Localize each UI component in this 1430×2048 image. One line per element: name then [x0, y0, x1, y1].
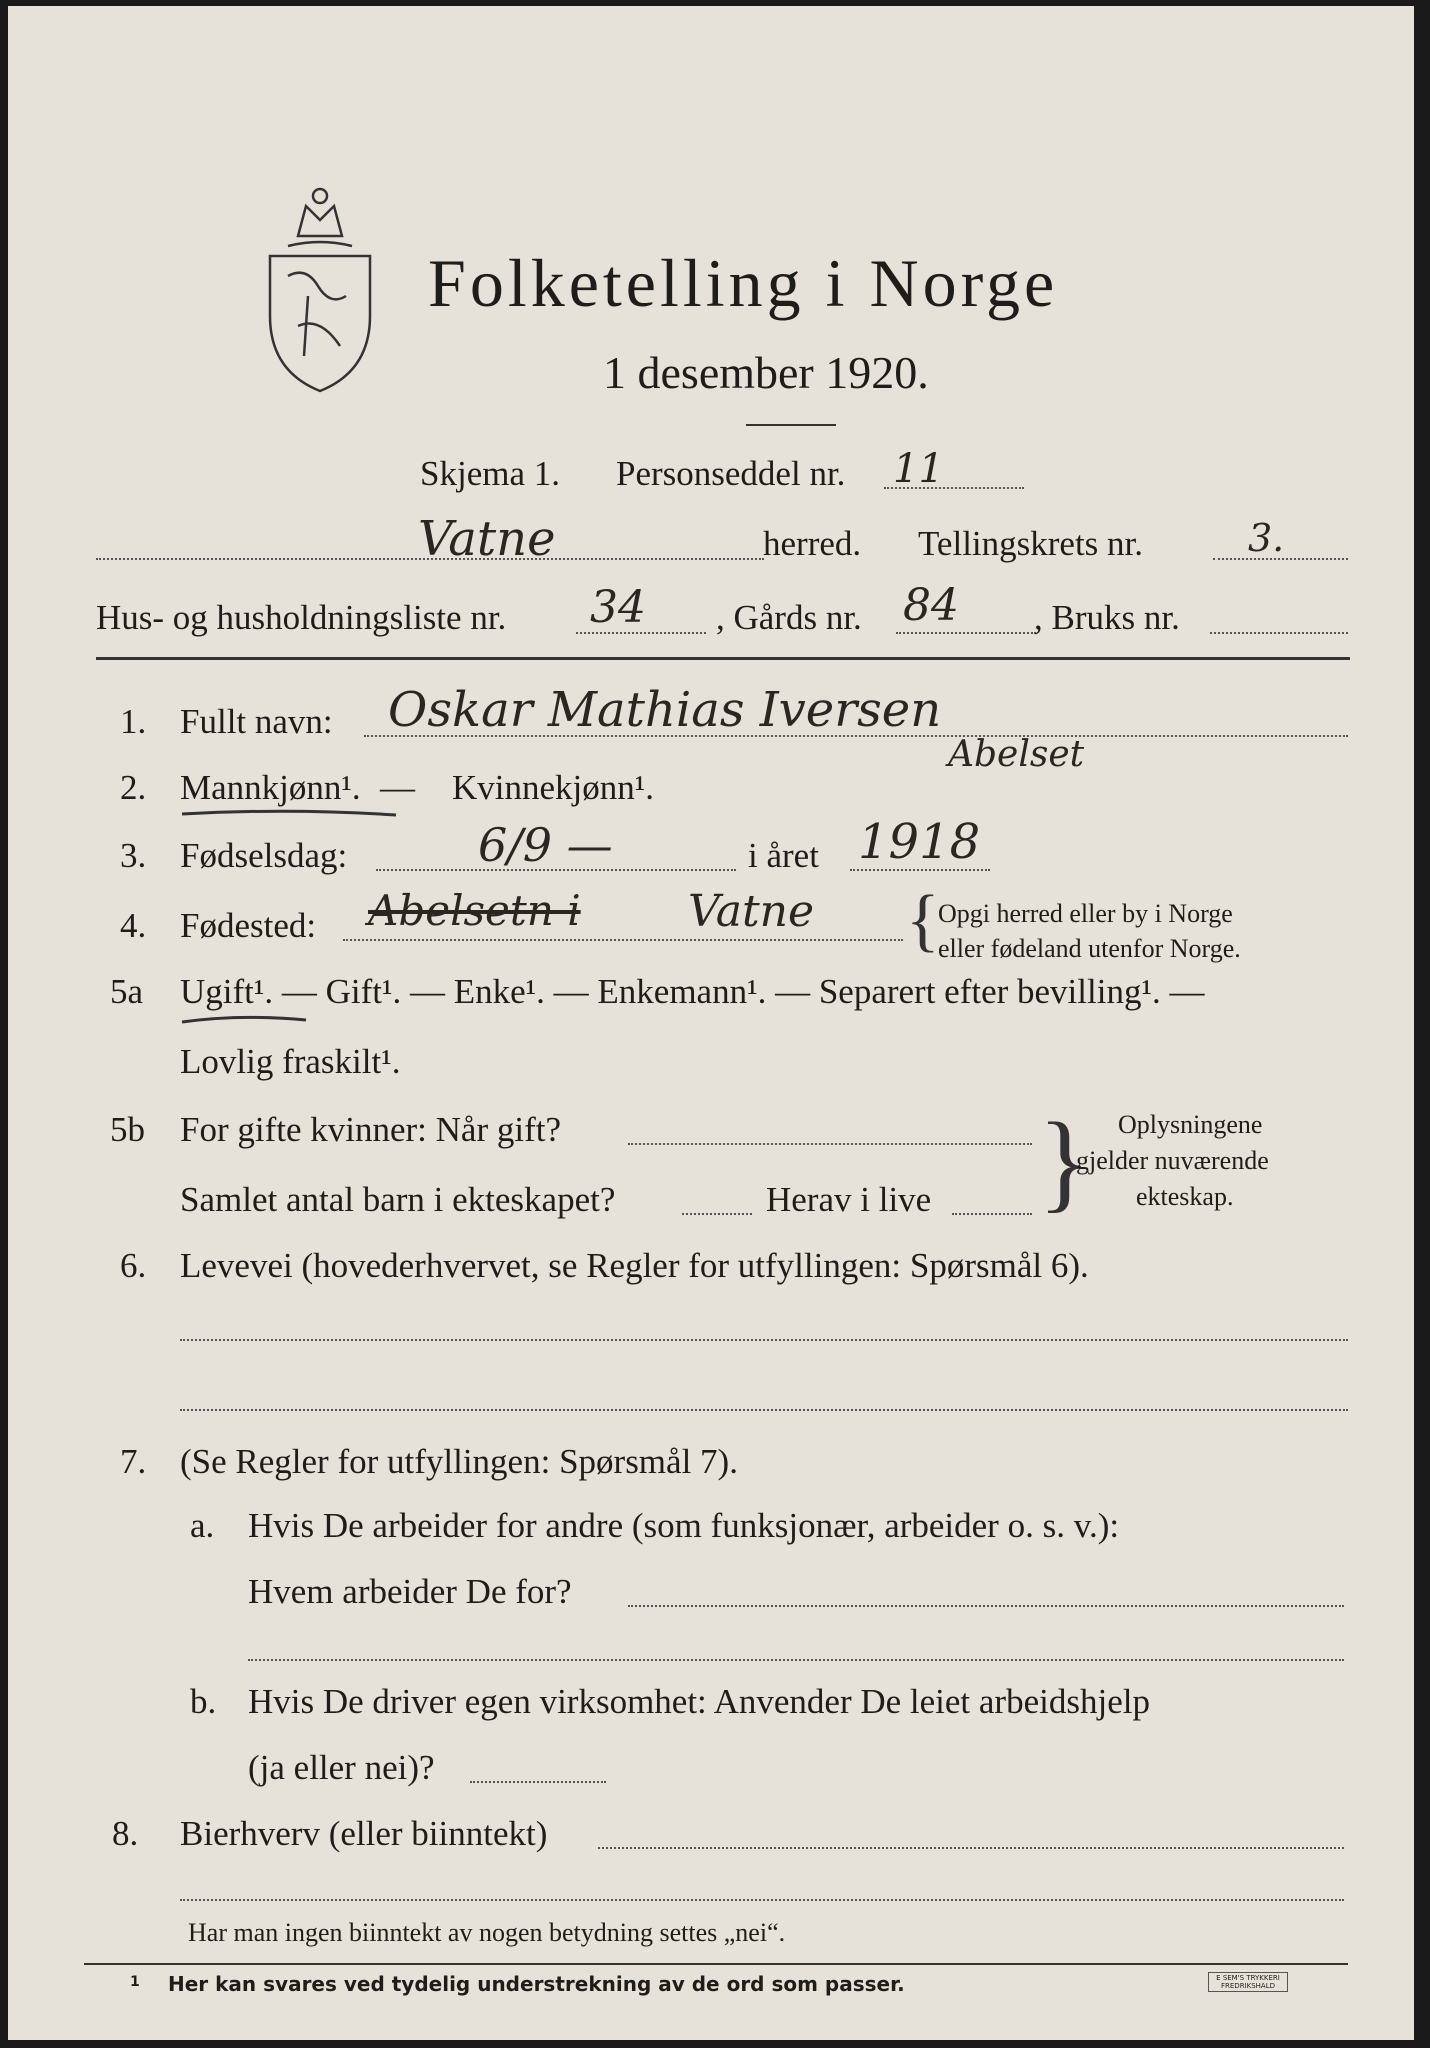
q6-label: Levevei (hovederhvervet, se Regler for utfyllingen: Spørsmål 6). — [180, 1246, 1089, 1285]
personseddel-label: Personseddel nr. — [616, 454, 846, 493]
gender-female-option[interactable]: Kvinnekjønn¹. — [452, 768, 655, 807]
personseddel-value: 11 — [893, 446, 944, 492]
gards-field[interactable] — [896, 632, 1036, 634]
q4-brace-icon: { — [906, 882, 940, 959]
title-divider — [746, 424, 836, 426]
schema-label: Skjema 1. — [420, 454, 560, 493]
q7a-line-2: Hvem arbeider De for? — [248, 1572, 572, 1611]
q7b-line-1: Hvis De driver egen virksomhet: Anvender De leiet arbeidshjelp — [248, 1682, 1150, 1721]
hus-label: Hus- og husholdningsliste nr. — [96, 598, 507, 637]
q5b-number: 5b — [110, 1110, 145, 1149]
occupation-field-2[interactable] — [180, 1409, 1348, 1411]
children-count-field[interactable] — [682, 1213, 752, 1215]
tellingskrets-value: 3. — [1248, 516, 1285, 560]
q3-label: Fødselsdag: — [180, 836, 348, 875]
q2-number: 2. — [120, 768, 147, 807]
q7a-line-1: Hvis De arbeider for andre (som funksjonær, arbeider o. s. v.): — [248, 1506, 1120, 1545]
q4-note-2: eller fødeland utenfor Norge. — [938, 934, 1241, 963]
employer-field[interactable] — [628, 1605, 1344, 1607]
q5b-alive-label: Herav i live — [766, 1180, 932, 1219]
census-form — [8, 6, 1414, 2040]
birthplace-value: Vatne — [688, 886, 815, 937]
printer-stamp — [1208, 1972, 1288, 1992]
q8-label: Bierhverv (eller biinntekt) — [180, 1814, 548, 1853]
printer-stamp-line-1: E SEM'S TRYKKERI — [1216, 1974, 1280, 1982]
q8-number: 8. — [112, 1814, 139, 1853]
gards-value: 84 — [903, 580, 959, 631]
q5b-children-label: Samlet antal barn i ekteskapet? — [180, 1180, 616, 1219]
occupation-field-1[interactable] — [180, 1339, 1348, 1341]
herred-value: Vatne — [418, 511, 556, 567]
birthplace-struck-value: Abelsetn i — [368, 886, 581, 935]
form-title: Folketelling i Norge — [428, 245, 1059, 321]
q7b-line-2: (ja eller nei)? — [248, 1748, 435, 1787]
q5a-number: 5a — [110, 972, 144, 1011]
tellingskrets-label: Tellingskrets nr. — [918, 524, 1144, 563]
bruks-field[interactable] — [1210, 632, 1348, 634]
footer-rule — [84, 1963, 1348, 1965]
side-income-field-2[interactable] — [180, 1899, 1344, 1901]
gards-label: , Gårds nr. — [716, 598, 862, 637]
employer-field-2[interactable] — [248, 1659, 1344, 1661]
q5b-note-1: Oplysningene — [1118, 1110, 1263, 1139]
footer-note: Har man ingen biinntekt av nogen betydning settes „nei“. — [188, 1918, 786, 1947]
footnote-text: Her kan svares ved tydelig understrekning av de ord som passer. — [168, 1972, 905, 1996]
marital-status-options-2[interactable]: Lovlig fraskilt¹. — [180, 1042, 401, 1081]
gender-male-underline — [180, 806, 400, 820]
side-income-field[interactable] — [598, 1847, 1344, 1849]
hired-help-field[interactable] — [470, 1781, 606, 1783]
q4-note-1: Opgi herred eller by i Norge — [938, 899, 1233, 928]
q5b-note-2: gjelder nuværende — [1076, 1146, 1269, 1175]
q7b-letter: b. — [190, 1682, 217, 1721]
q5b-note-3: ekteskap. — [1136, 1182, 1234, 1211]
printer-stamp-line-2: FREDRIKSHALD — [1220, 1982, 1275, 1990]
herred-label: herred. — [763, 524, 862, 563]
marital-status-options[interactable]: Ugift¹. — Gift¹. — Enke¹. — Enkemann¹. — Separert efter bevilling¹. — — [180, 972, 1205, 1011]
q7-label: (Se Regler for utfyllingen: Spørsmål 7). — [180, 1442, 738, 1481]
birth-year-value: 1918 — [858, 814, 981, 870]
birthday-value: 6/9 — — [478, 818, 613, 872]
q7-number: 7. — [120, 1442, 147, 1481]
q1-label: Fullt navn: — [180, 702, 333, 741]
form-date: 1 desember 1920. — [603, 347, 929, 398]
birthplace-field[interactable] — [343, 939, 903, 941]
q7a-letter: a. — [190, 1506, 215, 1545]
q6-number: 6. — [120, 1246, 147, 1285]
gender-separator: — — [380, 768, 415, 807]
q3-number: 3. — [120, 836, 147, 875]
marital-status-underline — [180, 1012, 310, 1028]
children-alive-field[interactable] — [952, 1213, 1032, 1215]
married-date-field[interactable] — [628, 1143, 1032, 1145]
coat-of-arms-icon — [258, 176, 382, 396]
hus-value: 34 — [590, 582, 646, 633]
q4-number: 4. — [120, 906, 147, 945]
q1-number: 1. — [120, 702, 147, 741]
q5b-brace-icon: } — [1038, 1100, 1091, 1222]
header-rule — [96, 657, 1350, 660]
bruks-label: , Bruks nr. — [1034, 598, 1180, 637]
birth-year-label: i året — [748, 836, 819, 875]
full-name-value-2: Abelset — [948, 734, 1085, 775]
q4-label: Fødested: — [180, 906, 317, 945]
q5b-married-label: For gifte kvinner: Når gift? — [180, 1110, 562, 1149]
gender-male-option[interactable]: Mannkjønn¹. — [180, 768, 361, 807]
full-name-value: Oskar Mathias Iversen — [388, 682, 942, 738]
footnote-mark: 1 — [130, 1974, 140, 1990]
